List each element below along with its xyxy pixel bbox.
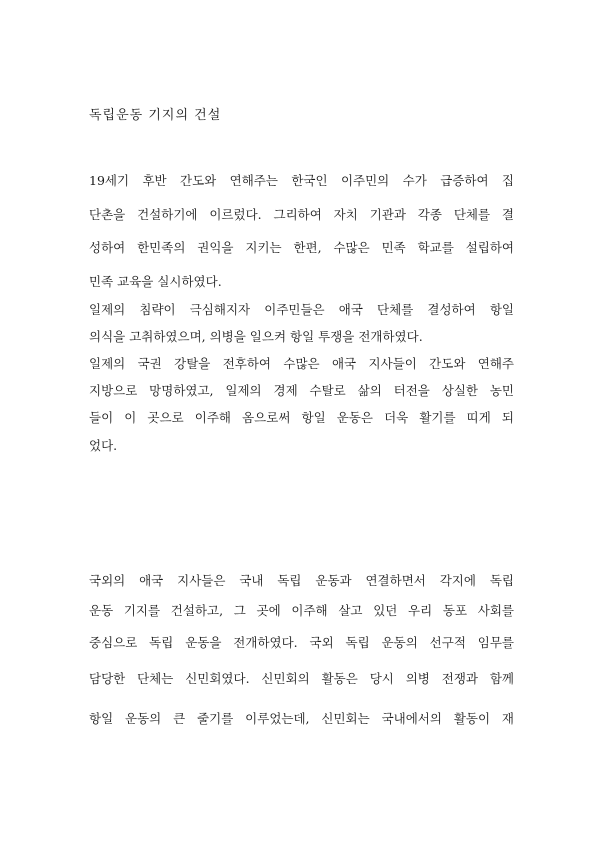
paragraph-line: 항일 운동의 큰 줄기를 이루었는데, 신민회는 국내에서의 활동이 재 [89,711,514,726]
paragraph-line: 의식을 고취하였으며, 의병을 일으켜 항일 투쟁을 전개하였다. [89,329,423,344]
paragraph-line: 민족 교육을 실시하였다. [89,274,222,289]
paragraph-line: 단촌을 건설하기에 이르렀다. 그리하여 자치 기관과 각종 단체를 결 [89,207,514,222]
paragraph-line: 일제의 침략이 극심해지자 이주민들은 애국 단체를 결성하여 항일 [89,302,514,317]
paragraph-line: 중심으로 독립 운동을 전개하였다. 국외 독립 운동의 선구적 임무를 [89,635,514,650]
paragraph-line: 19세기 후반 간도와 연해주는 한국인 이주민의 수가 급증하여 집 [89,173,514,188]
paragraph-line: 지방으로 망명하였고, 일제의 경제 수탈로 삶의 터전을 상실한 농민 [89,383,514,398]
paragraph-line: 운동 기지를 건설하고, 그 곳에 이주해 살고 있던 우리 동포 사회를 [89,603,514,618]
paragraph-line: 일제의 국권 강탈을 전후하여 수많은 애국 지사들이 간도와 연해주 [89,356,514,371]
paragraph-line: 들이 이 곳으로 이주해 옴으로써 항일 운동은 더욱 활기를 띠게 되 [89,410,514,425]
document-title: 독립운동 기지의 건설 [89,108,222,123]
paragraph-line: 담당한 단체는 신민회였다. 신민회의 활동은 당시 의병 전쟁과 함께 [89,671,514,686]
paragraph-line: 성하여 한민족의 권익을 지키는 한편, 수많은 민족 학교를 설립하여 [89,240,514,255]
paragraph-line: 었다. [89,438,118,453]
paragraph-line: 국외의 애국 지사들은 국내 독립 운동과 연결하면서 각지에 독립 [89,573,514,588]
